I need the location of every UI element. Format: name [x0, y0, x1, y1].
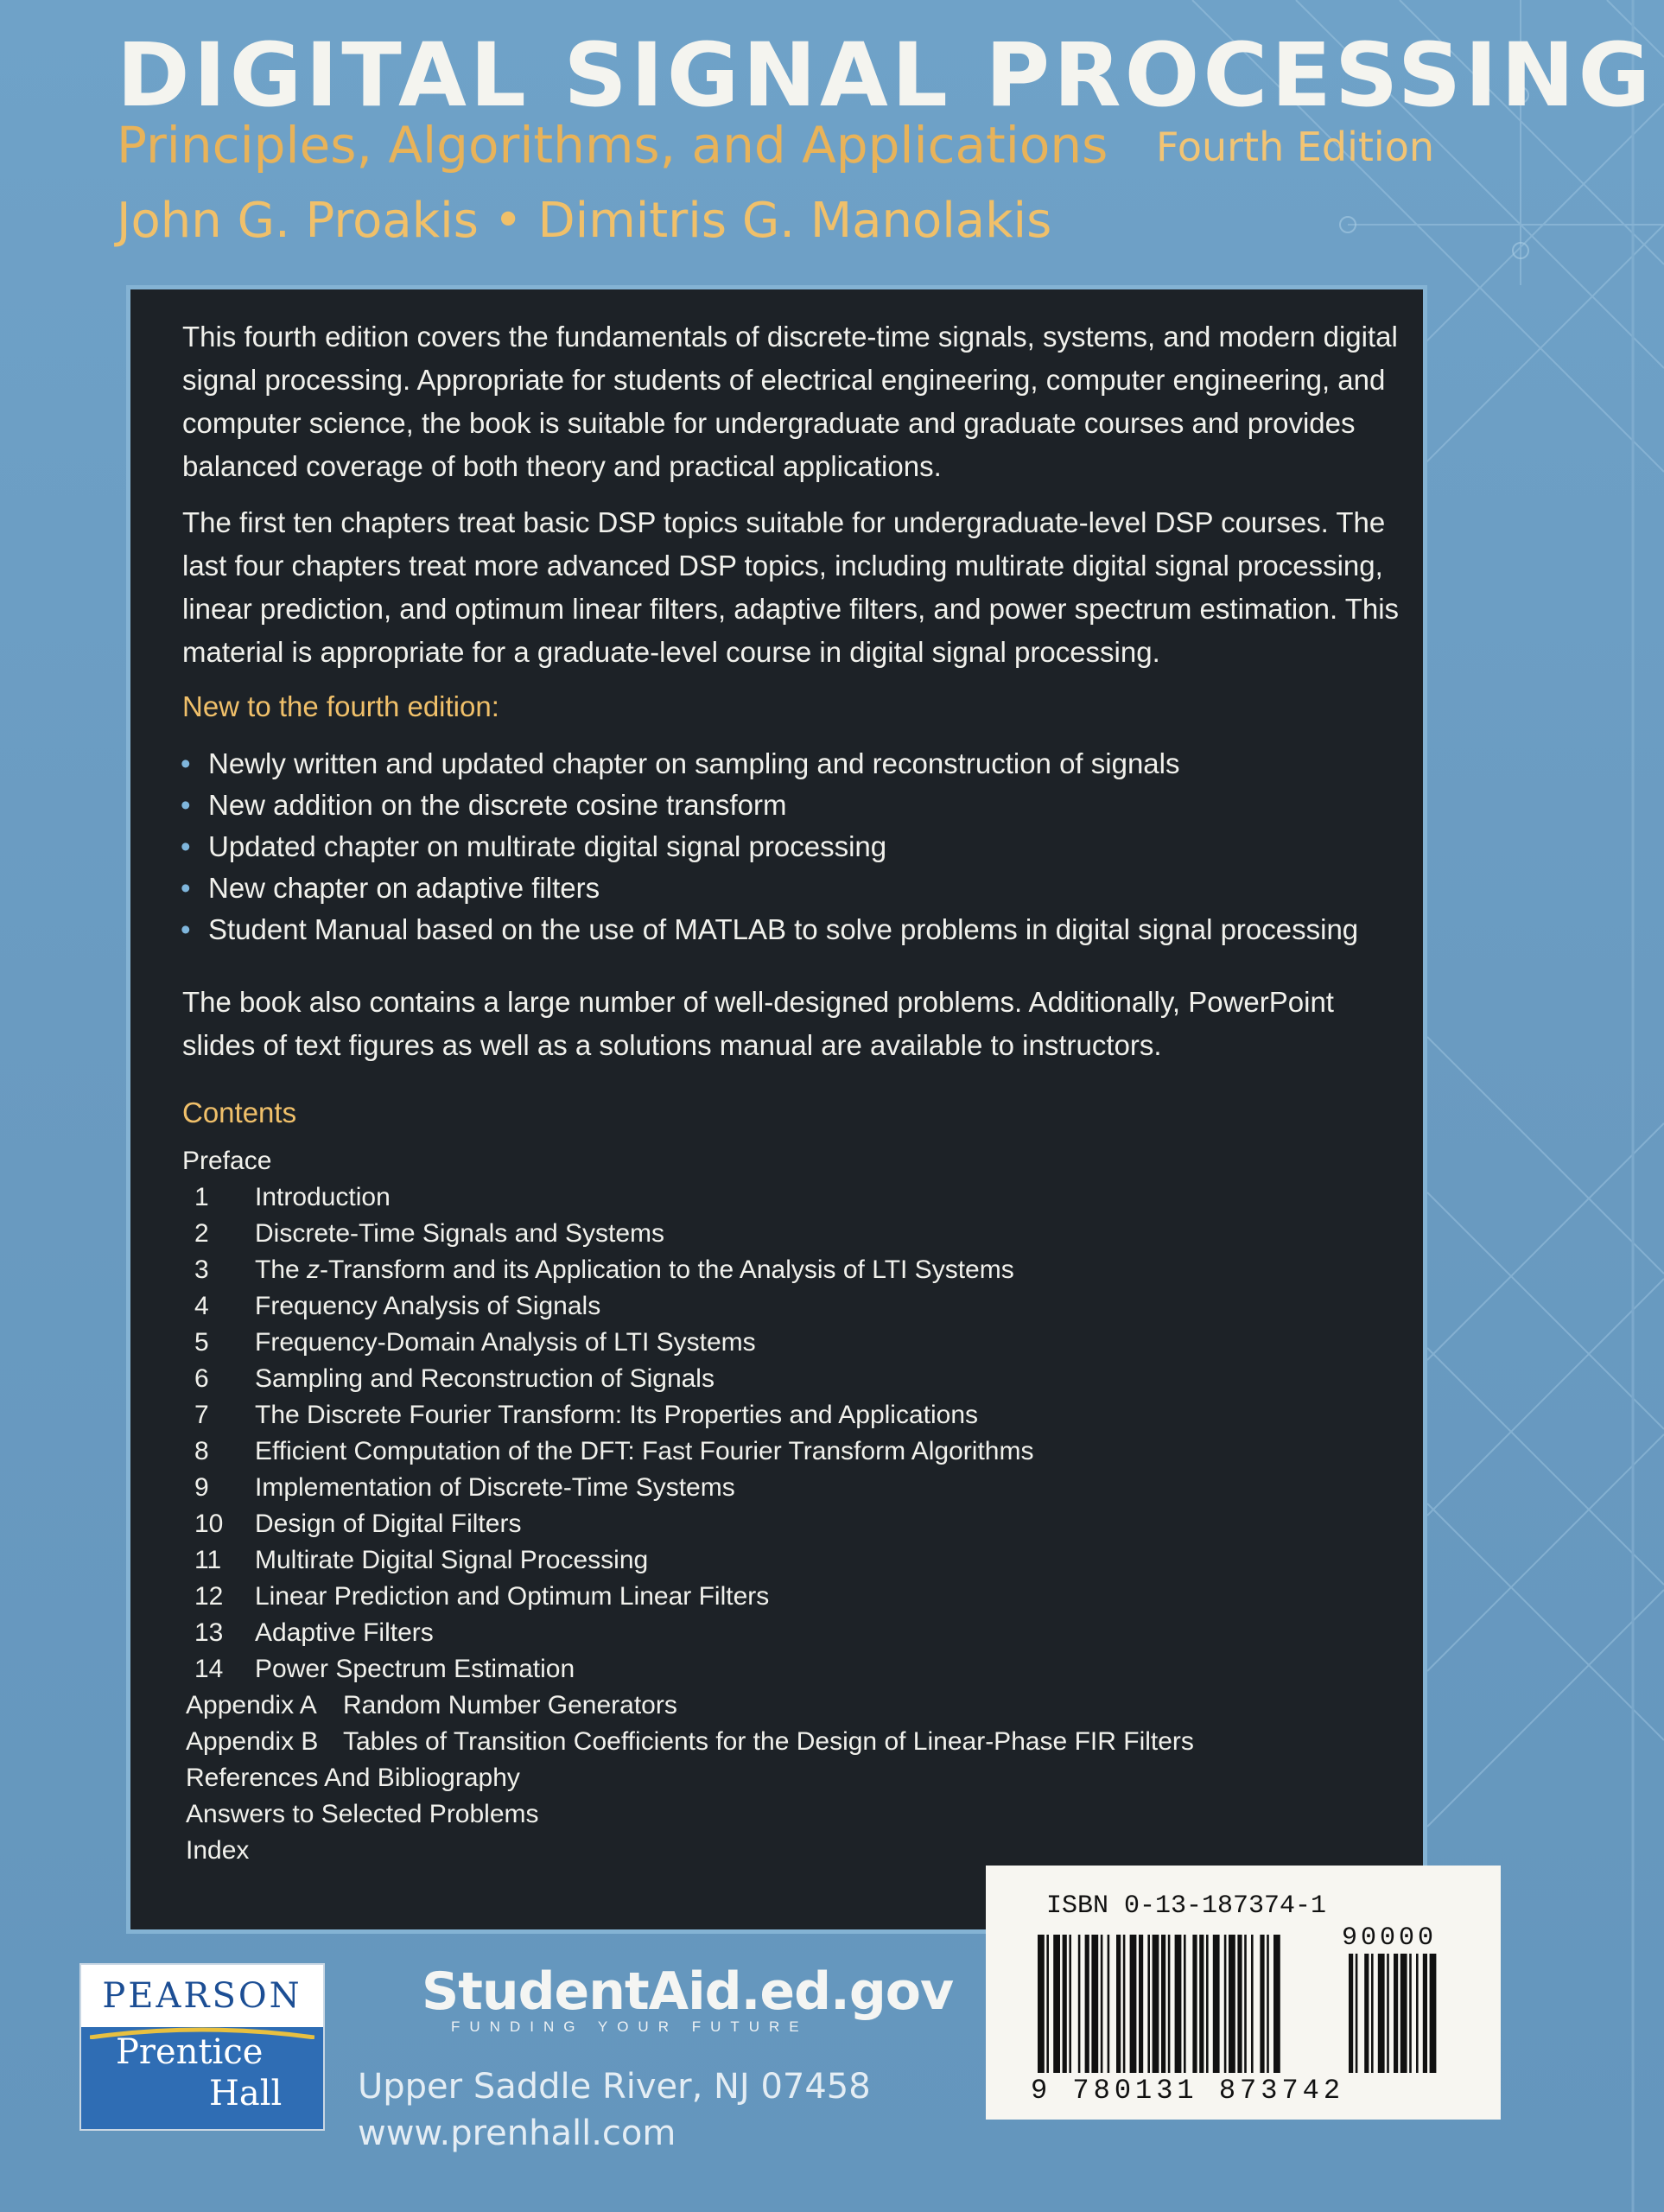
toc-appendix-row: Appendix B Tables of Transition Coefficients for the Design of Linear-Phase FIR Filters	[186, 1727, 1194, 1756]
publisher-address: Upper Saddle River, NJ 07458	[358, 2067, 871, 2107]
book-subtitle: Principles, Algorithms, and Applications	[117, 116, 1108, 175]
bullet-icon: •	[181, 830, 191, 862]
bullet-icon: •	[181, 789, 191, 821]
studentaid-logo: StudentAid.ed.gov	[422, 1961, 954, 2022]
ean-number: 9 780131 873742	[1031, 2075, 1345, 2107]
imprint-line-2: Hall	[209, 2074, 283, 2113]
toc-back-matter-row: References And Bibliography	[186, 1764, 520, 1792]
toc-row: 6 Sampling and Reconstruction of Signals	[194, 1364, 715, 1393]
description-paragraph-3: The book also contains a large number of well-designed problems. Additionally, PowerPoint slides of text figures as well as a solutions manual are available to instructors.	[182, 986, 1334, 1061]
price-addon-code: 90000	[1342, 1923, 1438, 1953]
toc-row: 12 Linear Prediction and Optimum Linear Filters	[194, 1582, 770, 1611]
toc-appendix-row: Appendix A Random Number Generators	[186, 1691, 677, 1719]
publisher-website: www.prenhall.com	[358, 2113, 676, 2153]
list-item: • New chapter on adaptive filters	[177, 868, 1358, 909]
toc-back-matter-row: Index	[186, 1836, 250, 1865]
authors-line: John G. Proakis • Dimitris G. Manolakis	[117, 193, 1052, 249]
contents-heading: Contents	[182, 1096, 297, 1128]
toc-row: 9 Implementation of Discrete-Time Systems	[194, 1473, 735, 1502]
edition-label: Fourth Edition	[1156, 124, 1434, 170]
toc-row: 7 The Discrete Fourier Transform: Its Properties and Applications	[194, 1401, 979, 1429]
toc-row: 14 Power Spectrum Estimation	[194, 1655, 575, 1683]
table-of-contents	[182, 1143, 1194, 1869]
bullet-icon: •	[181, 872, 191, 904]
description-paragraph-1: This fourth edition covers the fundamentals of discrete-time signals, systems, and modern digital signal processing. Appropriate for students of electrical engineering, computer engineering, and computer science, the book is suitable for undergraduate and graduate courses and provides balanced coverage of both theory and practical applications.	[182, 321, 1398, 482]
toc-row: 10 Design of Digital Filters	[194, 1510, 522, 1538]
toc-row: 2 Discrete-Time Signals and Systems	[194, 1219, 665, 1248]
toc-row: 11 Multirate Digital Signal Processing	[194, 1546, 649, 1574]
new-features-list	[177, 743, 1358, 950]
pearson-wordmark: PEARSON	[102, 1976, 302, 2016]
isbn-barcode-block	[986, 1866, 1501, 2120]
new-edition-heading: New to the fourth edition:	[182, 690, 499, 722]
imprint-line-1: Prentice	[116, 2032, 264, 2072]
toc-row: 8 Efficient Computation of the DFT: Fast Fourier Transform Algorithms	[194, 1437, 1034, 1465]
list-item: • Updated chapter on multirate digital signal processing	[177, 826, 1358, 868]
list-item: • Newly written and updated chapter on sampling and reconstruction of signals	[177, 743, 1358, 785]
toc-row: 4 Frequency Analysis of Signals	[194, 1292, 601, 1320]
pearson-prentice-hall-logo	[79, 1963, 325, 2131]
toc-row: 13 Adaptive Filters	[194, 1618, 434, 1647]
bullet-icon: •	[181, 913, 191, 945]
toc-back-matter-row: Answers to Selected Problems	[186, 1800, 539, 1828]
description-paragraph-2: The first ten chapters treat basic DSP topics suitable for undergraduate-level DSP courses. The last four chapters treat more advanced DSP topics, including multirate digital signal processing, linear prediction, and optimum linear filters, adaptive filters, and power spectrum estimation. This material is appropriate for a graduate-level course in digital signal processing.	[182, 506, 1400, 668]
barcode-icon	[1038, 1935, 1470, 2073]
bullet-icon: •	[181, 747, 191, 779]
description-panel	[126, 285, 1427, 1934]
prentice-hall-block	[81, 2027, 323, 2129]
list-item: • New addition on the discrete cosine transform	[177, 785, 1358, 826]
studentaid-tagline: FUNDING YOUR FUTURE	[451, 2018, 809, 2035]
toc-row: 3 The z-Transform and its Application to the Analysis of LTI Systems	[194, 1255, 1014, 1284]
list-item: • Student Manual based on the use of MATLAB to solve problems in digital signal processing	[177, 909, 1358, 950]
toc-row: 1 Introduction	[194, 1183, 391, 1211]
toc-preface: Preface	[182, 1147, 272, 1175]
book-title: DIGITAL SIGNAL PROCESSING	[117, 24, 1654, 127]
isbn-number: ISBN 0-13-187374-1	[1046, 1891, 1327, 1921]
toc-row: 5 Frequency-Domain Analysis of LTI Systems	[194, 1328, 756, 1357]
